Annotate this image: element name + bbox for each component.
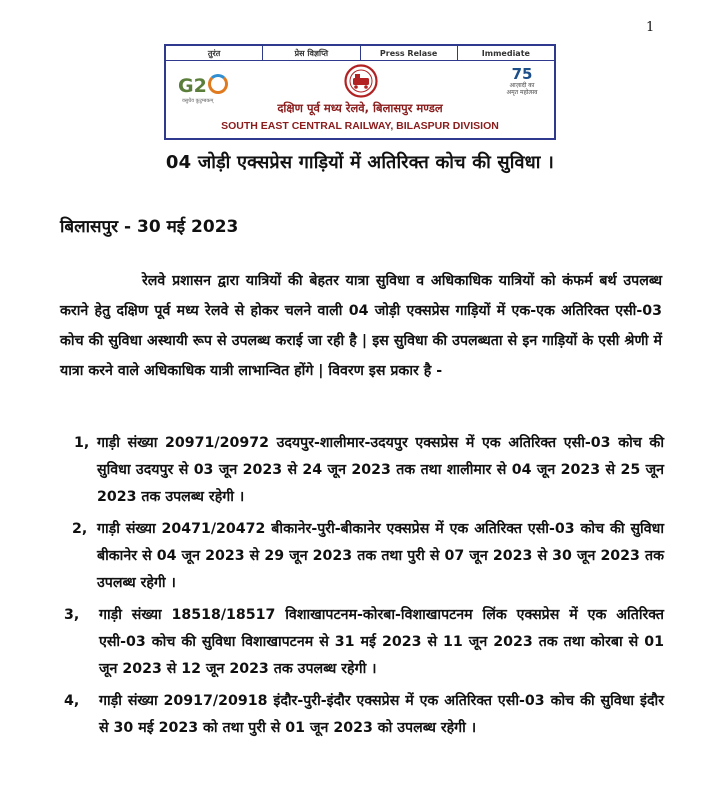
g20-globe-icon [208, 74, 228, 94]
g20-text: G2 [178, 75, 207, 97]
azadi-text-line-1: आज़ादी का [509, 82, 535, 90]
page-number: 1 [646, 20, 655, 35]
label-press-release-english: Press Relase [361, 46, 458, 60]
list-item [60, 602, 664, 683]
label-press-release-hindi: प्रेस विज्ञप्ति [263, 46, 360, 60]
organization-name-english: SOUTH EAST CENTRAL RAILWAY, BILASPUR DIVISION [221, 120, 499, 132]
indian-railways-emblem-icon [344, 64, 378, 98]
list-item [60, 516, 664, 597]
item-number: 1, [74, 435, 90, 451]
letterhead-banner [164, 44, 556, 140]
azadi-text-line-2: अमृत महोत्सव [506, 89, 538, 97]
g20-tagline: वसुधैव कुटुम्बकम् [182, 98, 214, 104]
item-number: 2, [72, 521, 88, 537]
item-text: गाड़ी संख्या 20917/20918 इंदौर-पुरी-इंदौर एक्सप्रेस में एक अतिरिक्त एसी-03 कोच की सुविधा इंदौर से 30 मई 2023 को तथा पुरी से 01 जून 2023 को उपलब्ध रहेगी । [99, 693, 664, 736]
g20-logo [178, 74, 228, 97]
azadi-ka-amrit-mahotsav-logo [500, 66, 544, 97]
list-item [60, 688, 664, 742]
label-immediate-hindi: तुरंत [166, 46, 263, 60]
dateline: बिलासपुर - 30 मई 2023 [60, 217, 239, 237]
azadi-number: 75 [511, 65, 533, 83]
item-text: गाड़ी संख्या 20471/20472 बीकानेर-पुरी-बीकानेर एक्सप्रेस में एक अतिरिक्त एसी-03 कोच की सुविधा बीकानेर से 04 जून 2023 से 29 जून 2023 तक तथा पुरी से 07 जून 2023 से 30 जून 2023 तक उपलब्ध रहेगी । [97, 521, 664, 591]
organization-name-hindi: दक्षिण पूर्व मध्य रेलवे, बिलासपुर मण्डल [277, 101, 443, 115]
press-release-title: 04 जोड़ी एक्सप्रेस गाड़ियों में अतिरिक्त कोच की सुविधा । [165, 152, 555, 173]
item-text: गाड़ी संख्या 18518/18517 विशाखापटनम-कोरबा-विशाखापटनम लिंक एक्सप्रेस में एक अतिरिक्त एसी-03 कोच की सुविधा विशाखापटनम से 31 मई 2023 से 11 जून 2023 तक तथा कोरबा से 01 जून 2023 से 12 जून 2023 तक उपलब्ध रहेगी । [99, 607, 664, 677]
intro-paragraph: रेलवे प्रशासन द्वारा यात्रियों की बेहतर यात्रा सुविधा व अधिकाधिक यात्रियों को कंफर्म बर्थ उपलब्ध कराने हेतु दक्षिण पूर्व मध्य रेलवे से होकर चलने वाली 04 जोड़ी एक्सप्रेस गाड़ियों में एक-एक अतिरिक्त एसी-03 कोच की सुविधा अस्थायी रूप से उपलब्ध कराई जा रही है | इस सुविधा की उपलब्धता से इन गाड़ियों के एसी श्रेणी में यात्रा करने वाले अधिकाधिक यात्री लाभान्वित होंगे | विवरण इस प्रकार है - [60, 273, 662, 379]
item-number: 3, [64, 607, 80, 623]
list-item [60, 430, 664, 511]
label-immediate-english: Immediate [481, 48, 530, 58]
item-number: 4, [64, 693, 80, 709]
train-list [60, 430, 664, 747]
letterhead-label-row [166, 46, 554, 61]
item-text: गाड़ी संख्या 20971/20972 उदयपुर-शालीमार-उदयपुर एक्सप्रेस में एक अतिरिक्त एसी-03 कोच की सुविधा उदयपुर से 03 जून 2023 से 24 जून 2023 तक तथा शालीमार से 04 जून 2023 से 25 जून 2023 तक उपलब्ध रहेगी । [97, 435, 664, 505]
